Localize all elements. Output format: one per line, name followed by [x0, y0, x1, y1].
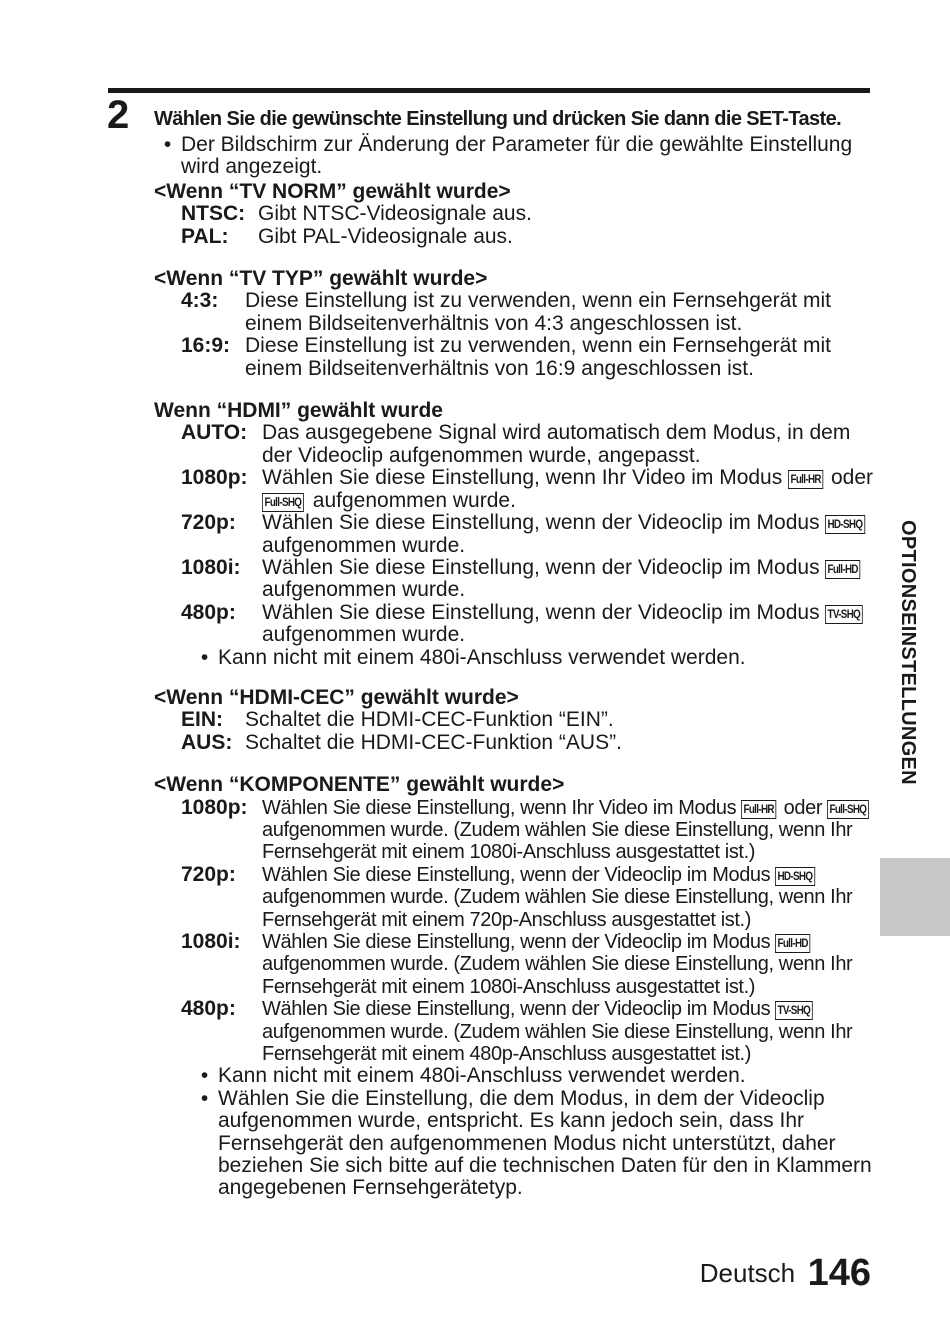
komponente-heading: <Wenn “KOMPONENTE” gewählt wurde>	[154, 773, 565, 797]
option-text: Diese Einstellung ist zu verwenden, wenn ein Fernsehgerät mit einem Bildseitenverhältnis von 4:3 angeschlossen ist.	[245, 289, 831, 335]
step-number: 2	[107, 93, 129, 137]
step-heading: Wählen Sie die gewünschte Einstellung und drücken Sie dann die SET-Taste.	[154, 108, 842, 130]
option-text: Das ausgegebene Signal wird automatisch dem Modus, in dem der Videoclip aufgenommen wurde, angepasst.	[262, 421, 851, 467]
option-text: Wählen Sie diese Einstellung, wenn Ihr Video im Modus	[262, 796, 737, 819]
hdmi-cec-heading: <Wenn “HDMI-CEC” gewählt wurde>	[154, 685, 519, 709]
bullet-dot: •	[163, 133, 172, 156]
komponente-480p	[154, 998, 874, 1065]
option-text: Wählen Sie diese Einstellung, wenn der Videoclip im Modus	[262, 555, 820, 579]
hd-shq-mode-icon: HD-SHQ	[825, 515, 865, 534]
hdmi-720p	[154, 512, 874, 557]
option-key: 1080p:	[181, 466, 248, 490]
full-shq-mode-icon: Full-SHQ	[262, 493, 304, 512]
page-number: 146	[807, 1252, 871, 1294]
option-text: Gibt PAL-Videosignale aus.	[258, 224, 513, 248]
option-key: 480p:	[181, 997, 236, 1021]
option-key: 720p:	[181, 511, 236, 535]
hdmi-1080p	[154, 467, 874, 512]
komponente-1080i	[154, 931, 874, 998]
option-text: aufgenommen wurde. (Zudem wählen Sie diese Einstellung, wenn Ihr Fernsehgerät mit einem 480p-Anschluss ausgestattet ist.)	[262, 1020, 853, 1066]
hd-shq-mode-icon: HD-SHQ	[775, 867, 815, 886]
full-hd-mode-icon: Full-HD	[775, 934, 810, 953]
note-text: Wählen Sie die Einstellung, die dem Modus, in dem der Videoclip aufgenommen wurde, entspricht. Es kann jedoch sein, dass Ihr Fernsehgerät den aufgenommenen Modus nicht unterstützt, daher beziehen Sie sich bitte auf die technischen Daten für den in Klammern angegebenen Fernsehgerätetyp.	[218, 1086, 872, 1200]
full-hr-mode-icon: Full-HR	[741, 800, 776, 819]
note-text: Kann nicht mit einem 480i-Anschluss verwendet werden.	[218, 645, 746, 669]
option-key: PAL:	[181, 224, 229, 248]
option-text: Schaltet die HDMI-CEC-Funktion “AUS”.	[245, 730, 622, 754]
tv-typ-169	[154, 335, 874, 380]
option-text: Wählen Sie diese Einstellung, wenn der Videoclip im Modus	[262, 511, 820, 535]
option-key: AUS:	[181, 730, 233, 754]
option-key: 480p:	[181, 600, 236, 624]
komponente-720p	[154, 864, 874, 931]
option-text: Wählen Sie diese Einstellung, wenn der Videoclip im Modus	[262, 998, 771, 1021]
full-hd-mode-icon: Full-HD	[825, 560, 860, 579]
hdmi-cec-ein	[154, 709, 874, 731]
tv-shq-mode-icon: TV-SHQ	[825, 605, 863, 624]
tv-typ-43	[154, 290, 874, 335]
option-text: Gibt NTSC-Videosignale aus.	[258, 202, 532, 226]
option-key: 720p:	[181, 862, 236, 886]
option-text: Wählen Sie diese Einstellung, wenn Ihr Video im Modus	[262, 466, 783, 490]
tv-shq-mode-icon: TV-SHQ	[775, 1001, 813, 1020]
option-text: Diese Einstellung ist zu verwenden, wenn ein Fernsehgerät mit einem Bildseitenverhältnis von 16:9 angeschlossen ist.	[245, 334, 831, 380]
komponente-note-2	[154, 1088, 874, 1200]
option-text: aufgenommen wurde.	[262, 533, 466, 557]
option-text: aufgenommen wurde.	[312, 488, 516, 512]
option-text: aufgenommen wurde. (Zudem wählen Sie diese Einstellung, wenn Ihr Fernsehgerät mit einem 1080i-Anschluss ausgestattet ist.)	[262, 818, 853, 864]
intro-bullet	[154, 134, 874, 179]
footer-language: Deutsch	[699, 1258, 796, 1288]
option-text: Wählen Sie diese Einstellung, wenn der Videoclip im Modus	[262, 863, 771, 886]
option-key: 1080i:	[181, 555, 241, 579]
option-text: oder	[830, 466, 874, 490]
option-key: 1080i:	[181, 930, 241, 953]
bullet-dot: •	[200, 645, 209, 669]
option-text: aufgenommen wurde. (Zudem wählen Sie diese Einstellung, wenn Ihr Fernsehgerät mit einem 720p-Anschluss ausgestattet ist.)	[262, 886, 853, 931]
option-text: Wählen Sie diese Einstellung, wenn der Videoclip im Modus	[262, 931, 771, 953]
full-hr-mode-icon: Full-HR	[788, 470, 823, 489]
hdmi-note	[154, 647, 874, 669]
option-key: 4:3:	[181, 289, 219, 313]
section-tab-marker	[880, 858, 950, 936]
intro-text: Der Bildschirm zur Änderung der Parameter für die gewählte Einstellung wird angezeigt.	[181, 133, 853, 179]
tv-typ-heading: <Wenn “TV TYP” gewählt wurde>	[154, 267, 488, 291]
top-rule	[108, 88, 870, 93]
note-text: Kann nicht mit einem 480i-Anschluss verwendet werden.	[218, 1064, 746, 1088]
option-key: AUTO:	[181, 421, 248, 445]
section-side-label: OPTIONSEINSTELLUNGEN	[897, 520, 919, 785]
option-text: Wählen Sie diese Einstellung, wenn der Videoclip im Modus	[262, 600, 820, 624]
tv-norm-heading: <Wenn “TV NORM” gewählt wurde>	[154, 179, 511, 203]
option-text: Schaltet die HDMI-CEC-Funktion “EIN”.	[245, 708, 614, 732]
option-key: 16:9:	[181, 334, 231, 358]
komponente-1080p	[154, 797, 874, 864]
hdmi-480p	[154, 602, 874, 647]
main-content	[154, 134, 874, 1200]
option-key: 1080p:	[181, 795, 248, 819]
page-footer	[700, 1252, 871, 1295]
hdmi-heading: Wenn “HDMI” gewählt wurde	[154, 399, 443, 423]
option-text: aufgenommen wurde.	[262, 578, 466, 602]
bullet-dot: •	[200, 1086, 209, 1110]
tv-norm-pal	[154, 226, 874, 248]
tv-norm-ntsc	[154, 203, 874, 225]
hdmi-cec-aus	[154, 732, 874, 754]
full-shq-mode-icon: Full-SHQ	[827, 800, 869, 819]
option-key: NTSC:	[181, 202, 246, 226]
option-text: aufgenommen wurde. (Zudem wählen Sie diese Einstellung, wenn Ihr Fernsehgerät mit einem 1080i-Anschluss ausgestattet ist.)	[262, 953, 853, 998]
hdmi-auto	[154, 422, 874, 467]
option-text: aufgenommen wurde.	[262, 623, 466, 647]
bullet-dot: •	[200, 1064, 209, 1088]
komponente-note-1	[154, 1065, 874, 1087]
hdmi-1080i	[154, 557, 874, 602]
option-key: EIN:	[181, 708, 223, 732]
option-text: oder	[783, 796, 823, 819]
